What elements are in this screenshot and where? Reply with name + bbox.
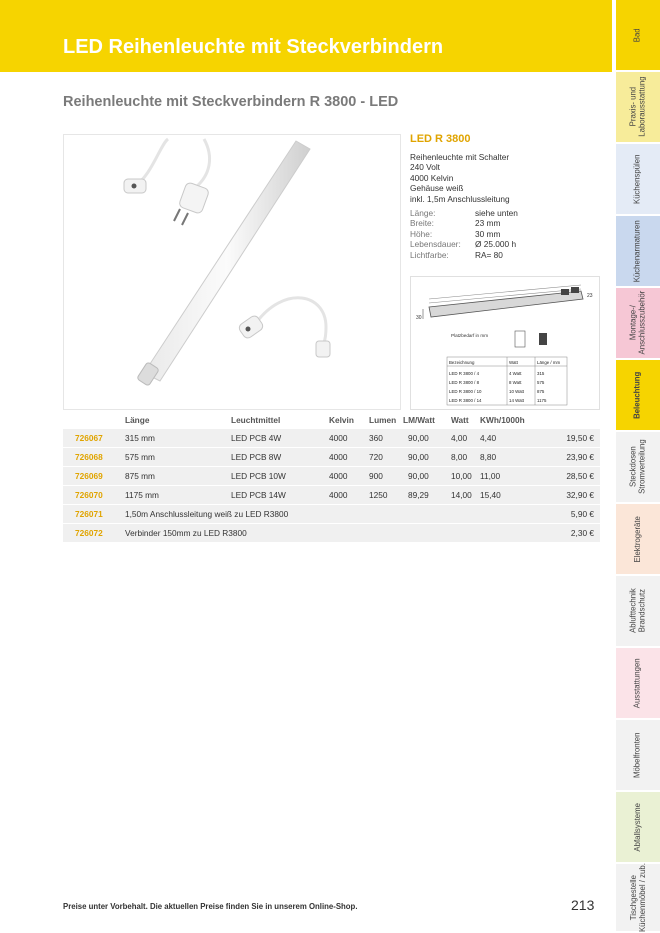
cell-lumen: 900	[369, 471, 383, 481]
column-header: Leuchtmittel	[231, 415, 281, 425]
price: 5,90 €	[570, 509, 594, 519]
article-number: 726072	[75, 528, 103, 538]
drawing-table-cell: 8 Watt	[509, 380, 522, 385]
cell-kwh: 4,40	[480, 433, 497, 443]
article-number: 726069	[75, 471, 103, 481]
tab-ausstattungen[interactable]	[616, 648, 660, 720]
cell-kelvin: 4000	[329, 433, 348, 443]
cell-watt: 14,00	[451, 490, 472, 500]
table-row	[63, 505, 600, 523]
cell-lmw: 90,00	[408, 433, 429, 443]
drawing-label: Platzbedarf in mm	[451, 333, 489, 338]
tab-beleuchtung[interactable]	[616, 360, 660, 432]
spec-label: Lebensdauer:	[410, 239, 461, 250]
spec-row	[410, 250, 600, 261]
description-line: Gehäuse weiß	[410, 183, 464, 194]
tab-label: Steckdosen Stromverteilung	[628, 439, 647, 495]
cell-lumen: 1250	[369, 490, 388, 500]
drawing-table-header: Watt	[509, 360, 518, 365]
cell-watt: 8,00	[451, 452, 468, 462]
tab-label: Ablufttechnik Brandschutz	[628, 588, 646, 634]
dimension-drawing	[411, 277, 599, 409]
article-number: 726068	[75, 452, 103, 462]
drawing-table-header: Bezeichnung	[449, 360, 475, 365]
spec-label: Lichtfarbe:	[410, 249, 449, 260]
drawing-table-cell: LED R 3800 / 14	[449, 398, 482, 403]
tab-label: Tischgestelle Küchenmöbel / zub.	[628, 863, 647, 932]
column-header: KWh/1000h	[480, 415, 525, 425]
cell-description: Verbinder 150mm zu LED R3800	[125, 528, 247, 538]
cell-laenge: 315 mm	[125, 433, 155, 443]
column-header: Lumen	[369, 415, 397, 425]
cell-lmw: 90,00	[408, 452, 429, 462]
spec-row	[410, 239, 600, 250]
cell-description: 1,50m Anschlussleitung weiß zu LED R3800	[125, 509, 289, 519]
cell-kelvin: 4000	[329, 471, 348, 481]
page-number: 213	[571, 897, 595, 913]
product-info	[410, 134, 600, 261]
spec-label: Höhe:	[410, 228, 433, 239]
article-number: 726067	[75, 433, 103, 443]
tab-label: Küchenarmaturen	[632, 220, 642, 282]
tab-tischgestelle-kuechenmoebel[interactable]	[616, 864, 660, 933]
tab-label: Küchenspülen	[632, 154, 642, 204]
spec-value: siehe unten	[475, 207, 518, 218]
tab-bad[interactable]	[616, 0, 660, 72]
drawing-table-cell: 875	[537, 389, 545, 394]
spec-row	[410, 229, 600, 240]
spec-value: RA= 80	[475, 249, 503, 260]
product-name: LED R 3800	[410, 133, 471, 145]
footer-note: Preise unter Vorbehalt. Die aktuellen Preise finden Sie in unserem Online-Shop.	[63, 902, 358, 911]
table-row	[63, 467, 600, 485]
cell-kwh: 11,00	[480, 471, 501, 481]
cell-watt: 10,00	[451, 471, 472, 481]
tab-kuechenspuelen[interactable]	[616, 144, 660, 216]
cell-kelvin: 4000	[329, 490, 348, 500]
tab-kuechenarmaturen[interactable]	[616, 216, 660, 288]
column-header: Länge	[125, 415, 150, 425]
drawing-table-cell: 575	[537, 380, 545, 385]
cell-leuchtmittel: LED PCB 8W	[231, 452, 282, 462]
tab-moebelfronten[interactable]	[616, 720, 660, 792]
tab-steckdosen-stromverteilung[interactable]	[616, 432, 660, 504]
title-banner	[0, 0, 612, 72]
cell-laenge: 1175 mm	[125, 490, 159, 500]
spec-row	[410, 208, 600, 219]
tab-label: Möbelfronten	[632, 732, 642, 778]
cell-lumen: 720	[369, 452, 383, 462]
description-line: inkl. 1,5m Anschlussleitung	[410, 193, 510, 204]
section-subtitle: Reihenleuchte mit Steckverbindern R 3800 - LED	[63, 94, 399, 110]
page-title: LED Reihenleuchte mit Steckverbindern	[63, 36, 444, 58]
spec-value: 30 mm	[475, 228, 501, 239]
drawing-table-cell: 1175	[537, 398, 547, 403]
drawing-table-cell: 10 Watt	[509, 389, 524, 394]
tab-label: Praxis- und Laborausstattung	[628, 76, 647, 138]
cell-lmw: 89,29	[408, 490, 429, 500]
spec-value: 23 mm	[475, 218, 501, 229]
table-row	[63, 486, 600, 504]
spec-label: Breite:	[410, 218, 434, 229]
tab-label: Bad	[632, 28, 642, 42]
price: 28,50 €	[566, 471, 594, 481]
spec-label: Länge:	[410, 207, 436, 218]
spec-value: Ø 25.000 h	[475, 239, 517, 250]
table-header	[63, 412, 600, 428]
led-light-image	[64, 135, 400, 409]
cell-kwh: 8,80	[480, 452, 497, 462]
tab-label: Ausstattungen	[632, 658, 642, 708]
price: 2,30 €	[570, 528, 594, 538]
tab-praxis-laborausstattung[interactable]	[616, 72, 660, 144]
tab-ablufttechnik-brandschutz[interactable]	[616, 576, 660, 648]
price: 32,90 €	[566, 490, 594, 500]
description-line: Reihenleuchte mit Schalter	[410, 151, 510, 162]
table-row	[63, 524, 600, 542]
cell-laenge: 875 mm	[125, 471, 155, 481]
cell-laenge: 575 mm	[125, 452, 155, 462]
table-row	[63, 429, 600, 447]
drawing-table-cell: 14 Watt	[509, 398, 524, 403]
column-header: LM/Watt	[403, 415, 435, 425]
drawing-table-cell: 4 Watt	[509, 371, 522, 376]
cell-watt: 4,00	[451, 433, 468, 443]
column-header: Watt	[451, 415, 469, 425]
price: 19,50 €	[566, 433, 594, 443]
cell-leuchtmittel: LED PCB 10W	[231, 471, 286, 481]
cell-lumen: 360	[369, 433, 383, 443]
drawing-table-cell: LED R 3800 / 10	[449, 389, 482, 394]
article-number: 726071	[75, 509, 103, 519]
column-header: Kelvin	[329, 415, 354, 425]
tab-label: Beleuchtung	[632, 371, 642, 419]
cell-leuchtmittel: LED PCB 4W	[231, 433, 282, 443]
drawing-table-cell: 315	[537, 371, 545, 376]
tab-montage-anschlusszubehoer[interactable]	[616, 288, 660, 360]
drawing-table-cell: LED R 3800 / 4	[449, 371, 480, 376]
technical-drawing	[410, 276, 600, 410]
tab-label: Elektrogeräte	[632, 515, 642, 563]
cell-leuchtmittel: LED PCB 14W	[231, 490, 286, 500]
tab-label: Montage-/ Anschlusszubehör	[628, 291, 646, 355]
category-sidebar	[616, 0, 660, 933]
spec-row	[410, 218, 600, 229]
article-number: 726070	[75, 490, 103, 500]
tab-elektrogeraete[interactable]	[616, 504, 660, 576]
description-line: 240 Volt	[410, 162, 440, 173]
cell-kwh: 15,40	[480, 490, 501, 500]
drawing-table-cell: LED R 3800 / 8	[449, 380, 480, 385]
dimension-label: 30	[416, 315, 422, 321]
drawing-table-header: Länge / mm	[537, 360, 561, 365]
price: 23,90 €	[566, 452, 594, 462]
dimension-label: 23	[587, 293, 593, 299]
product-photo	[63, 134, 401, 410]
cell-lmw: 90,00	[408, 471, 429, 481]
tab-abfallsysteme[interactable]	[616, 792, 660, 864]
description-line: 4000 Kelvin	[410, 172, 454, 183]
tab-label: Abfallsysteme	[632, 802, 642, 852]
cell-kelvin: 4000	[329, 452, 348, 462]
table-row	[63, 448, 600, 466]
